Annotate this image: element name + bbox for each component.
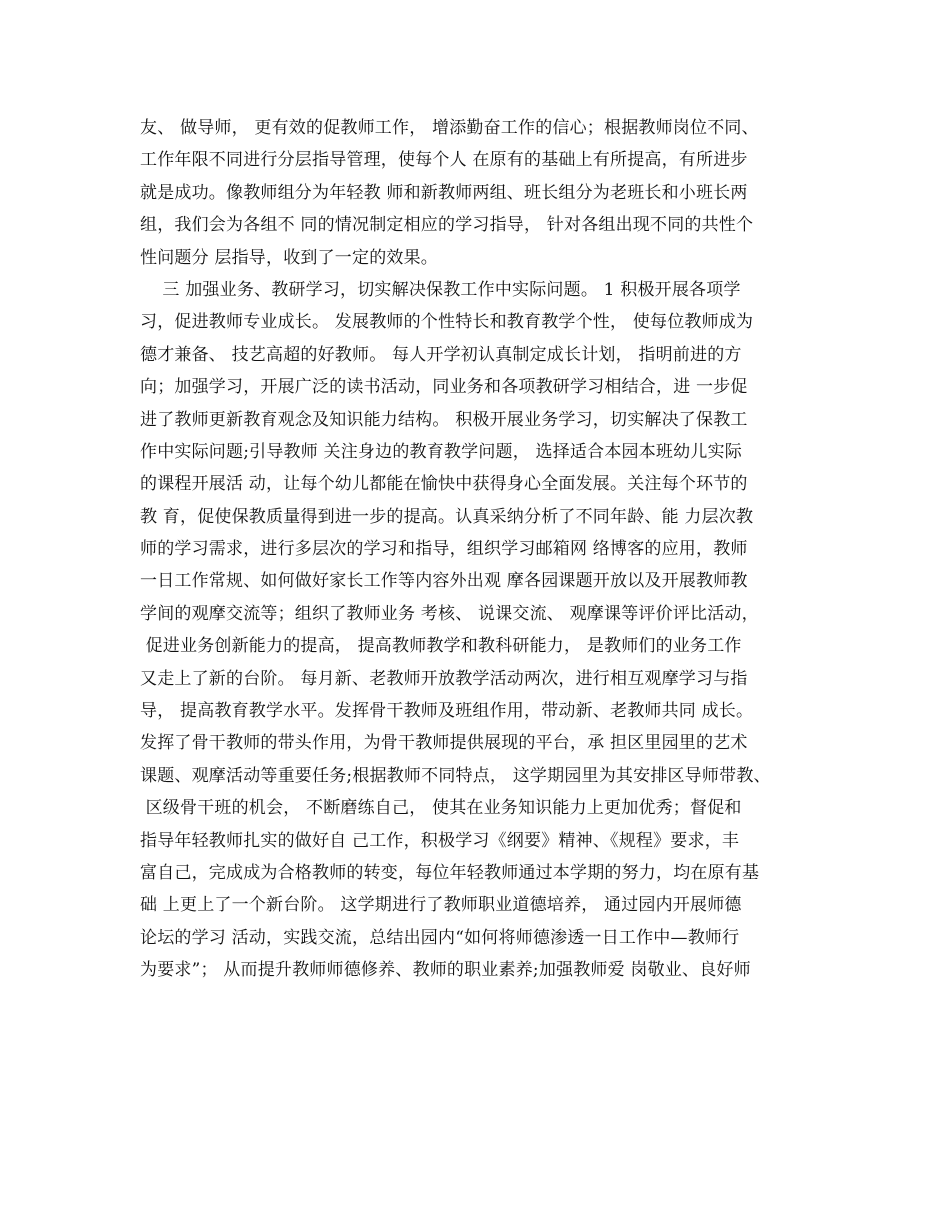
text-line: 友、 做导师， 更有效的促教师工作， 增添勤奋工作的信心；根据教师岗位不同、 bbox=[140, 118, 759, 138]
text-line: 三 加强业务、教研学习，切实解决保教工作中实际问题。 1 积极开展各项学 bbox=[140, 279, 741, 300]
text-line: 为要求”； 从而提升教师师德修养、教师的职业素养;加强教师爱 岗敬业、良好师 bbox=[140, 960, 751, 981]
text-line: 进了教师更新教育观念及知识能力结构。 积极开展业务学习，切实解决了保教工 bbox=[140, 409, 748, 430]
text-line: 指导年轻教师扎实的做好自 己工作，积极学习《纲要》精神、《规程》要求，丰 bbox=[140, 830, 740, 851]
text-line: 富自己，完成成为合格教师的转变，每位年轻教师通过本学期的努力，均在原有基 bbox=[140, 862, 760, 883]
text-line: 发挥了骨干教师的带头作用，为骨干教师提供展现的平台，承 担区里园里的艺术 bbox=[140, 733, 748, 754]
body-text bbox=[140, 112, 820, 987]
text-line: 作中实际问题;引导教师 关注身边的教育教学问题， 选择适合本园本班幼儿实际 bbox=[140, 441, 742, 462]
text-line: 又走上了新的台阶。 每月新、老教师开放教学活动两次，进行相互观摩学习与指 bbox=[140, 668, 748, 689]
text-line: 性问题分 层指导，收到了一定的效果。 bbox=[140, 247, 439, 268]
text-line: 习，促进教师专业成长。 发展教师的个性特长和教育教学个性， 使每位教师成为 bbox=[140, 312, 754, 333]
text-line: 学间的观摩交流等；组织了教师业务 考核、 说课交流、 观摩课等评价评比活动， bbox=[140, 603, 759, 624]
text-line: 一日工作常规、如何做好家长工作等内容外出观 摩各园课题开放以及开展教师教 bbox=[140, 571, 748, 592]
text-line: 教 育，促使保教质量得到进一步的提高。认真采纳分析了不同年龄、能 力层次教 bbox=[140, 506, 754, 527]
text-line: 础 上更上了一个新台阶。 这学期进行了教师职业道德培养， 通过园内开展师德 bbox=[140, 895, 742, 916]
text-line: 区级骨干班的机会， 不断磨练自己， 使其在业务知识能力上更加优秀；督促和 bbox=[140, 798, 742, 819]
text-line: 德才兼备、 技艺高超的好教师。 每人开学初认真制定成长计划， 指明前进的方 bbox=[140, 344, 742, 365]
text-line: 向；加强学习，开展广泛的读书活动，同业务和各项教研学习相结合，进 一步促 bbox=[140, 377, 748, 398]
text-line: 师的学习需求，进行多层次的学习和指导，组织学习邮箱网 络博客的应用，教师 bbox=[140, 539, 748, 560]
text-line: 工作年限不同进行分层指导管理，使每个人 在原有的基础上有所提高，有所进步 bbox=[140, 150, 748, 171]
text-line: 组，我们会为各组不 同的情况制定相应的学习指导， 针对各组出现不同的共性个 bbox=[140, 215, 754, 236]
text-line: 促进业务创新能力的提高， 提高教师教学和教科研能力， 是教师们的业务工作 bbox=[140, 636, 742, 657]
text-line: 就是成功。像教师组分为年轻教 师和新教师两组、班长组分为老班长和小班长两 bbox=[140, 182, 748, 203]
text-line: 论坛的学习 活动，实践交流，总结出园内“如何将师德渗透一日工作中—教师行 bbox=[140, 927, 740, 948]
text-line: 课题、观摩活动等重要任务;根据教师不同特点， 这学期园里为其安排区导师带教、 bbox=[140, 765, 771, 786]
text-line: 的课程开展活 动，让每个幼儿都能在愉快中获得身心全面发展。关注每个环节的 bbox=[140, 474, 748, 495]
text-line: 导， 提高教育教学水平。发挥骨干教师及班组作用，带动新、老教师共同 成长。 bbox=[140, 701, 754, 722]
